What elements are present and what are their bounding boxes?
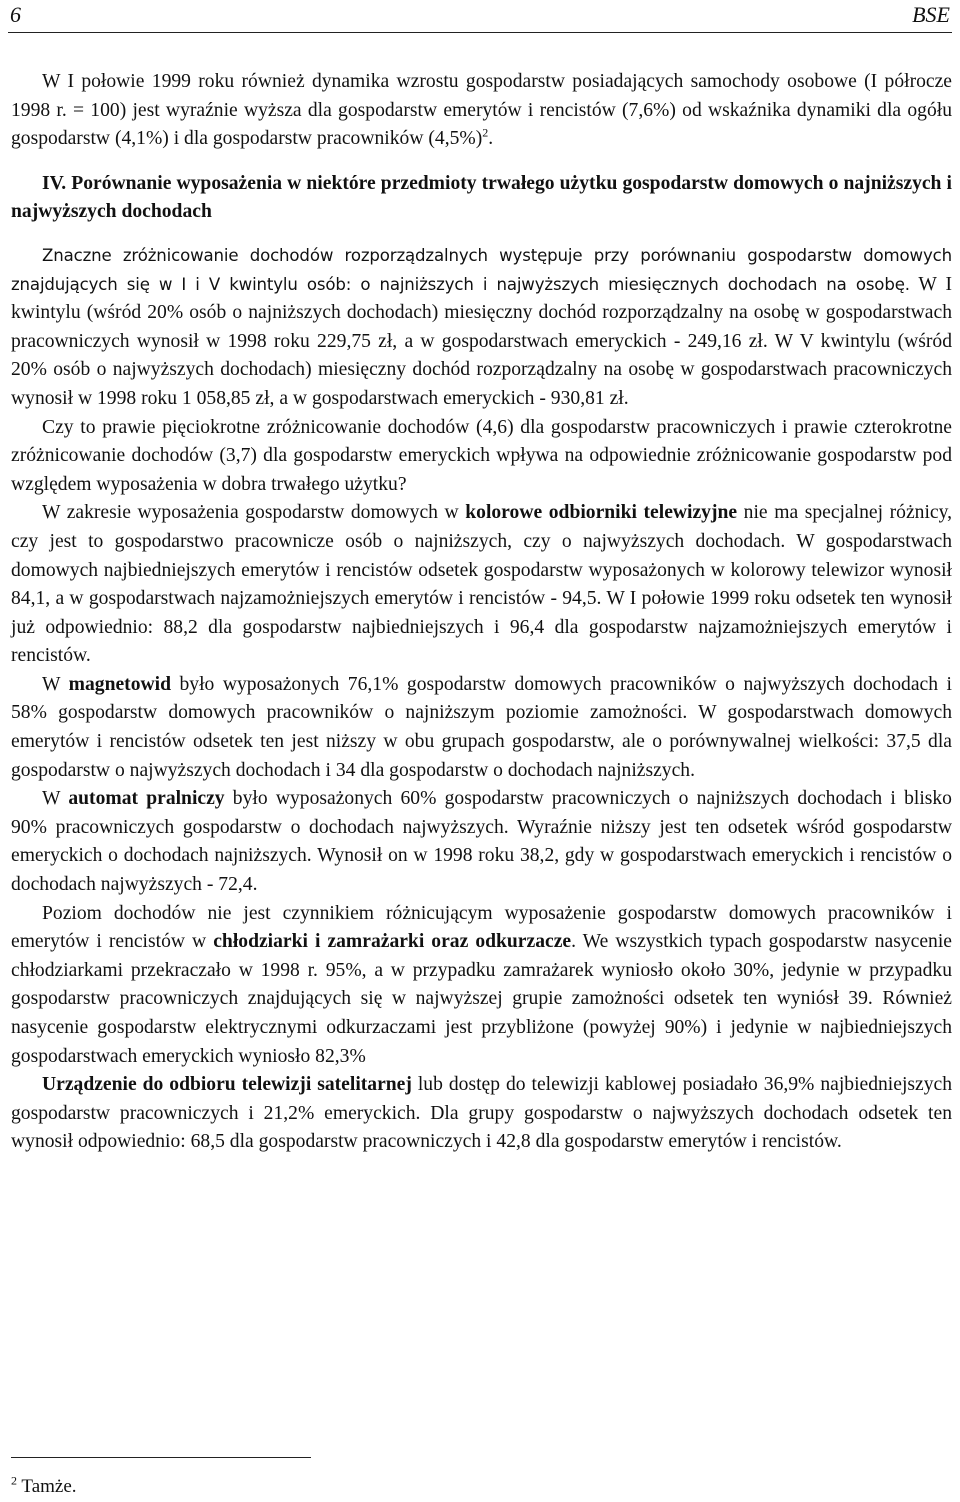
document-body (11, 68, 952, 1157)
running-title: BSE (912, 2, 950, 27)
keyword-color-tv: kolorowe odbiorniki telewizyjne (465, 502, 738, 524)
page-number: 6 (10, 2, 21, 27)
keyword-fridges: chłodziarki i zamrażarki oraz odkurzacze (213, 931, 572, 953)
intro-paragraph (11, 68, 952, 154)
keyword-satellite: Urządzenie do odbioru telewizji satelitarnej (42, 1074, 412, 1096)
paragraph-vcr: W magnetowid było wyposażonych 76,1% gospodarstw domowych pracowników o najwyższych dochodach i 58% gospodarstw domowych pracowników o najniższym poziomie zamożności. W gospodarstwach domowych emerytów i rencistów odsetek ten jest niższy w obu grupach gospodarstw, ale o porównywalnej wielkości: 37,5 dla gospodarstw o najwyższych dochodach i 34 dla gospodarstw o dochodach najniższych. (11, 673, 952, 781)
paragraph-color-tv: W zakresie wyposażenia gospodarstw domowych w kolorowe odbiorniki telewizyjne nie ma specjalnej różnicy, czy jest to gospodarstwo pracownicze osób o najniższych, czy o najwyższych dochodach. W gospodarstwach domowych najbiedniejszych emerytów i rencistów odsetek gospodarstw wyposażonych w kolorowy telewizor wynosił 84,1, a w gospodarstwach najzamożniejszych emerytów i rencistów - 94,5. W I połowie 1999 roku odsetek ten wynosił już odpowiednio: 88,2 dla gospodarstw najbiedniejszych i 96,4 dla gospodarstw najzamożniejszych emerytów i rencistów. (11, 502, 953, 667)
paragraph-income-gap-rest: W I kwintylu (wśród 20% osób o najniższych dochodach) miesięczny dochód rozporządzalny na osobę w gospodarstwach pracowniczych wynosił w 1998 roku 229,75 zł, a w gospodarstwach emeryckich - 249,16 zł. W V kwintylu (wśród 20% osób o najwyższych dochodach) miesięczny dochód rozporządzalny na osobę w gospodarstwach pracowniczych wynosił w 1998 roku 1 058,85 zł, a w gospodarstwach emeryckich - 930,81 zł. (11, 273, 952, 409)
paragraph-question: Czy to prawie pięciokrotne zróżnicowanie dochodów (4,6) dla gospodarstw pracowniczych i prawie czterokrotne zróżnicowanie dochodów (3,7) dla gospodarstw emeryckich wpływa na odpowiednie zróżnicowanie gospodarstw pod względem wyposażenia w dobra trwałego użytku? (11, 416, 952, 495)
paragraph-satellite: Urządzenie do odbioru telewizji satelitarnej lub dostęp do telewizji kablowej posiadało 36,9% najbiedniejszych gospodarstw pracowniczych i 21,2% emeryckich. Dla grupy gospodarstw o najwyższych dochodach odsetek ten wynosił odpowiednio: 68,5 dla gospodarstw pracowniczych i 42,8 dla gospodarstw emerytów i rencistów. (11, 1074, 952, 1153)
keyword-vcr: magnetowid (68, 673, 171, 695)
paragraph-washing-machine: W automat pralniczy było wyposażonych 60% gospodarstw pracowniczych o najniższych dochodach i blisko 90% pracowniczych gospodarstw o dochodach najwyższych. Wyraźnie niższy jest ten odsetek wśród gospodarstw emeryckich o dochodach najniższych. Wynosił on w 1998 roku 38,2, gdy w gospodarstwach emeryckich i rencistów o dochodach najwyższych - 72,4. (11, 788, 952, 896)
footnote-ref: 2 (482, 125, 489, 140)
footnote-divider (11, 1457, 311, 1458)
keyword-washing-machine: automat pralniczy (68, 788, 225, 810)
footnote (11, 1473, 77, 1498)
paragraph-fridges: Poziom dochodów nie jest czynnikiem różnicującym wyposażenie gospodarstw domowych pracowników i emerytów i rencistów w chłodziarki i zamrażarki oraz odkurzacze. We wszystkich typach gospodarstw nasycenie chłodziarkami przekraczało w 1998 r. 95%, a w przypadku zamrażarek wyniosło około 30%, jedynie w przypadku gospodarstw pracowniczych znajdujących się w najwyższej grupie zamożności odsetek ten wyniósł 39. Również nasycenie gospodarstw elektrycznymi odkurzaczami jest przybliżone (powyżej 90%) i jedynie w najbiedniejszych gospodarstwach emeryckich wyniosło 82,3% (11, 902, 952, 1067)
paragraph-income-gap (11, 242, 952, 414)
footnote-text: Tamże. (21, 1476, 77, 1497)
section-title: Porównanie wyposażenia w niektóre przedmioty trwałego użytku gospodarstw domowych o najniższych i najwyższych dochodach (11, 172, 952, 223)
section-heading (11, 170, 952, 227)
paragraph-income-gap-lead: Znaczne zróżnicowanie dochodów rozporządzalnych występuje przy porównaniu gospodarstw domowych znajdujących się w I i V kwintylu osób: o najniższych i najwyższych miesięcznych dochodach na osobę. (11, 245, 952, 294)
section-number: IV. (42, 172, 67, 194)
page-header (8, 2, 952, 33)
intro-after: . (488, 128, 494, 150)
footnote-mark: 2 (11, 1473, 17, 1488)
intro-text: W I połowie 1999 roku również dynamika wzrostu gospodarstw posiadających samochody osobowe (I półrocze 1998 r. = 100) jest wyraźnie wyższa dla gospodarstw emerytów i rencistów (7,6%) od wskaźnika dynamiki dla ogółu gospodarstw (4,1%) i dla gospodarstw pracowników (4,5%) (11, 71, 952, 150)
